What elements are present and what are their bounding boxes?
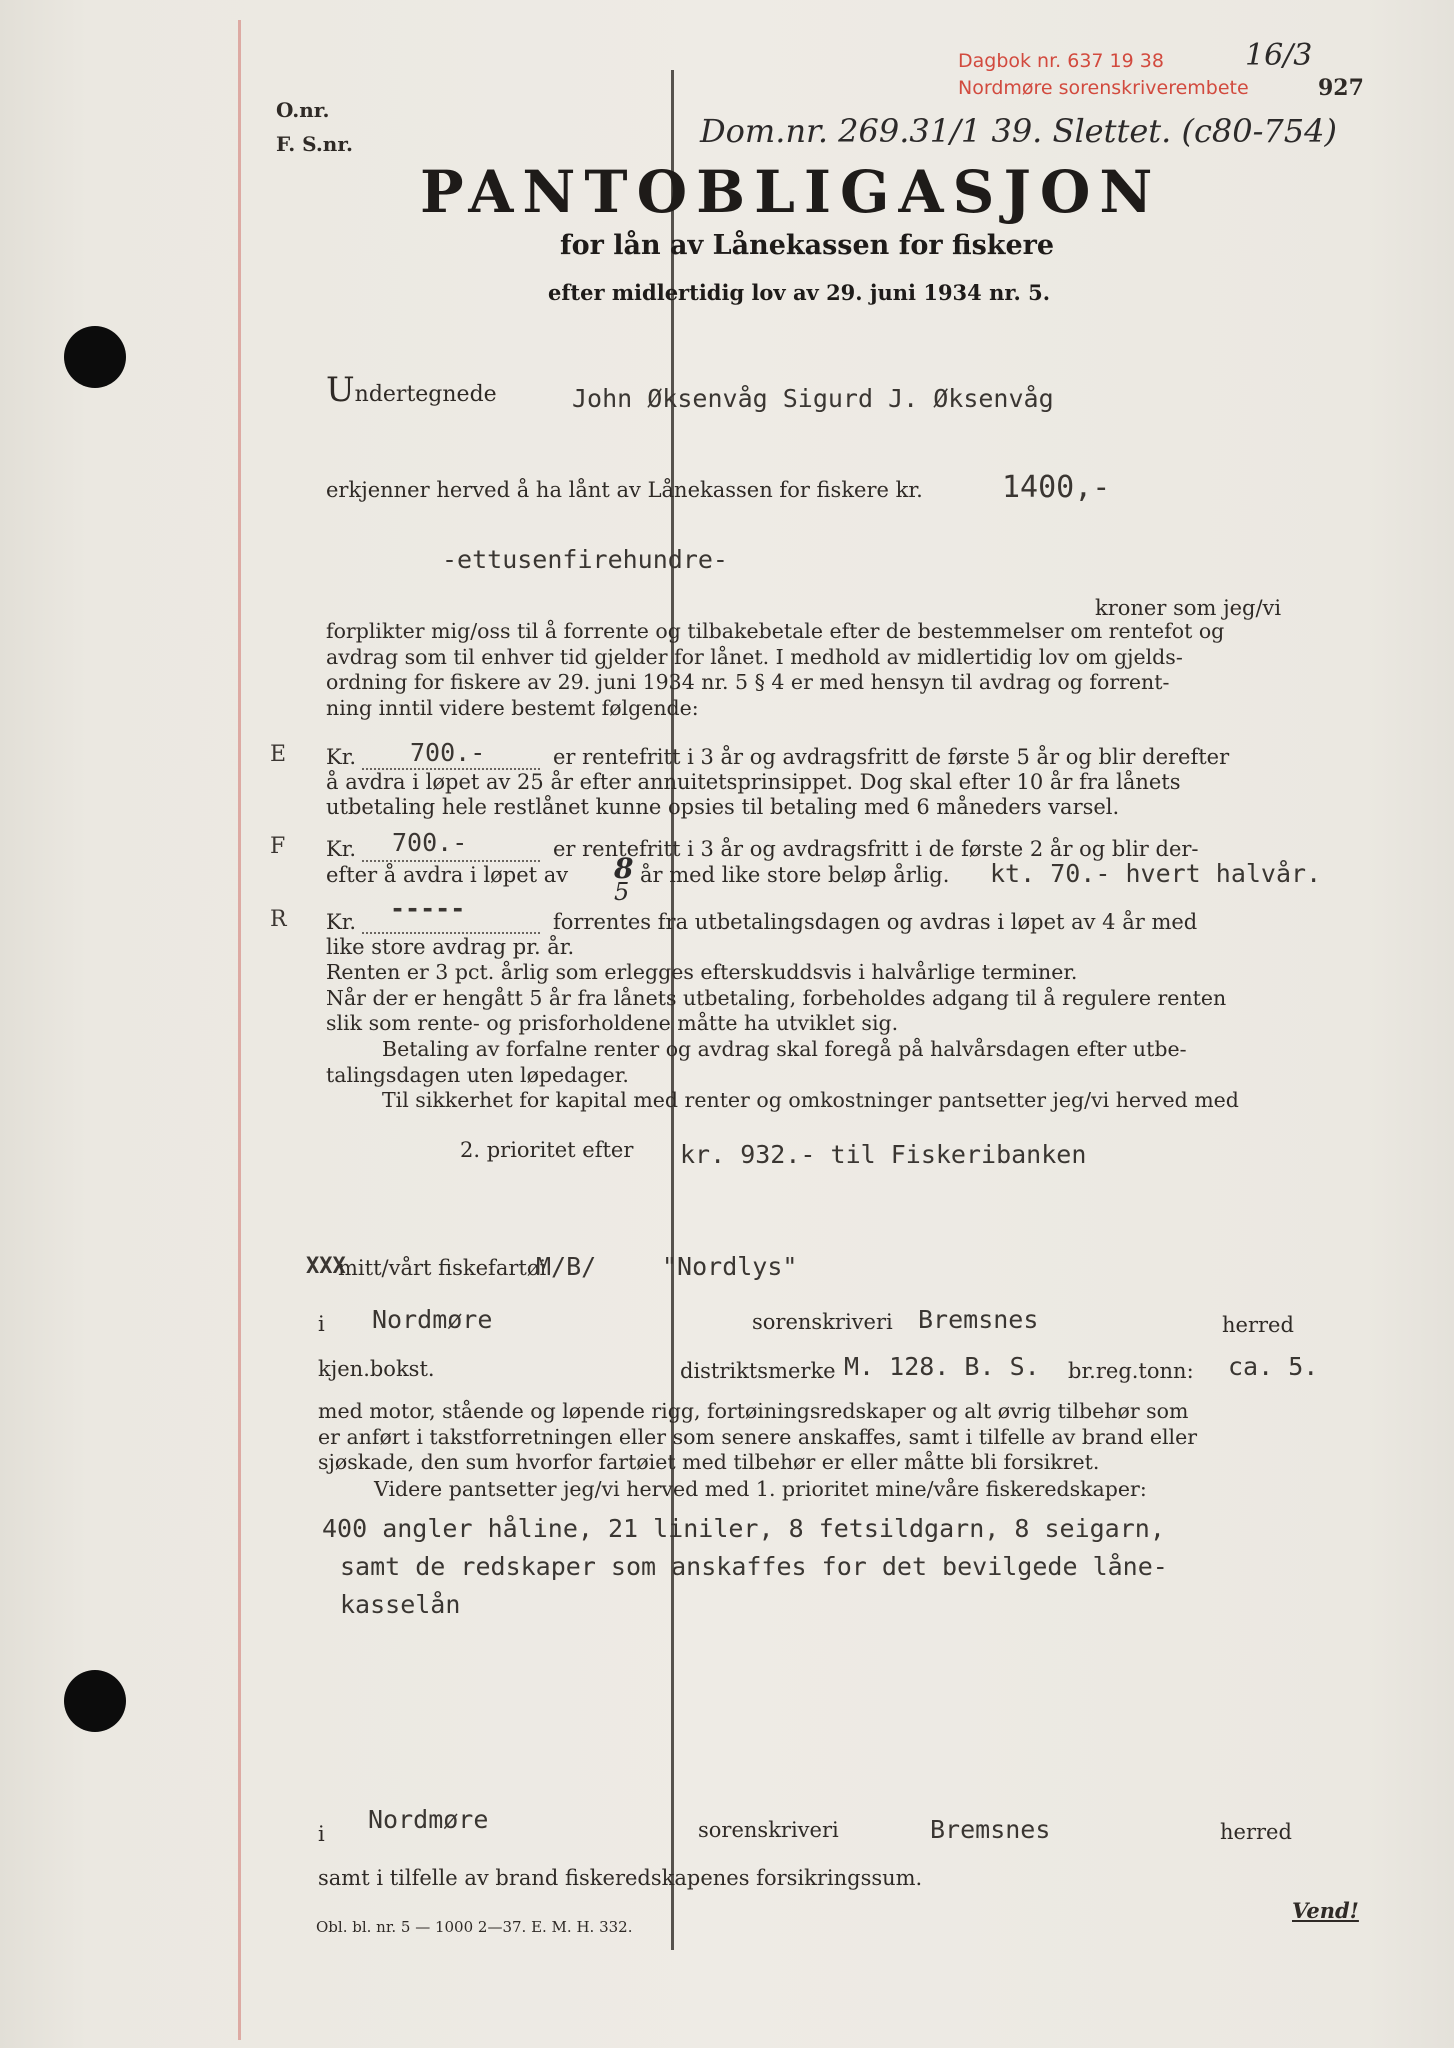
- undertegnede-label: [326, 370, 497, 410]
- clause-r-amount: -----: [390, 894, 466, 923]
- clause-e-kr: Kr.: [326, 745, 357, 769]
- dagbok-stamp: Dagbok nr. 637 19 38: [958, 50, 1164, 72]
- paragraph-line: avdrag som til enhver tid gjelder for lånet. I medhold av midlertidig lov om gjelds-: [326, 644, 1183, 669]
- interest-paragraph: [326, 960, 1226, 1037]
- vessel-herred-name: Bremsnes: [918, 1305, 1039, 1334]
- kjenningsbokstav-label: kjen.bokst.: [318, 1357, 435, 1381]
- vend-note: Vend!: [1292, 1898, 1359, 1923]
- paragraph-line: ning inntil videre bestemt følgende:: [326, 695, 699, 720]
- page-number: 927: [1318, 75, 1364, 101]
- bottom-fire-text: samt i tilfelle av brand fiskeredskapenes forsikringssum.: [318, 1866, 923, 1890]
- punch-hole-bottom: [64, 1670, 126, 1732]
- clause-e-amount-field: [362, 738, 540, 770]
- bottom-sorenskriveri: sorenskriveri: [698, 1818, 839, 1842]
- clause-e-letter: E: [270, 742, 287, 767]
- clause-r-letter: R: [270, 907, 287, 932]
- clause-e-line3: utbetaling hele restlånet kunne opsies til betaling med 6 måneders varsel.: [326, 795, 1120, 819]
- bottom-herred: herred: [1220, 1820, 1292, 1844]
- clause-f-letter: F: [270, 834, 286, 859]
- o-nr-label: O.nr.: [276, 98, 330, 122]
- clause-f-line1: er rentefritt i 3 år og avdragsfritt i de første 2 år og blir der-: [553, 837, 1199, 861]
- vessel-name: "Nordlys": [662, 1252, 798, 1281]
- paragraph-line: er anført i takstforretningen eller som senere anskaffes, samt i tilfelle av brand eller: [318, 1424, 1198, 1449]
- vessel-sorenskriveri: sorenskriveri: [752, 1310, 893, 1334]
- vessel-herred: herred: [1222, 1313, 1294, 1337]
- vessel-type: M/B/: [536, 1252, 597, 1281]
- priority-label: 2. prioritet efter: [460, 1138, 634, 1162]
- clause-f-line2b: år med like store beløp årlig.: [640, 863, 950, 887]
- document-subtitle: for lån av Lånekassen for fiskere: [560, 230, 1055, 261]
- clause-f-years-correction: 5: [614, 878, 630, 906]
- sorenskriverembete-stamp: Nordmøre sorenskriverembete: [958, 77, 1249, 99]
- gear-list: [322, 1510, 1168, 1624]
- payment-paragraph: [326, 1037, 1187, 1088]
- punch-hole-top: [64, 326, 126, 388]
- signatory-names: John Øksenvåg Sigurd J. Øksenvåg: [572, 384, 1054, 413]
- paragraph-line: forplikter mig/oss til å forrente og tilbakebetale efter de bestemmelser om rentefot og: [326, 619, 1225, 643]
- loan-amount: 1400,-: [1002, 470, 1111, 505]
- document-subtitle-law: efter midlertidig lov av 29. juni 1934 nr. 5.: [548, 280, 1051, 305]
- gear-line: kasselån: [340, 1590, 461, 1619]
- clause-r-kr: Kr.: [326, 910, 357, 934]
- clause-f-years: 8: [614, 852, 634, 885]
- priority-typed: kr. 932.- til Fiskeribanken: [680, 1140, 1087, 1169]
- paragraph-line: ordning for fiskere av 29. juni 1934 nr. 5 § 4 er med hensyn til avdrag og forrent-: [326, 670, 1170, 694]
- margin-line: [238, 20, 241, 2040]
- clause-e-amount: 700.-: [410, 738, 486, 767]
- clause-r-amount-field: [362, 894, 540, 934]
- distriktsmerke-value: M. 128. B. S.: [844, 1352, 1040, 1381]
- handwritten-reference: Dom.nr. 269.31/1 39. Slettet. (c80-754): [700, 112, 1337, 150]
- loan-statement: erkjenner herved å ha lånt av Lånekassen for fiskere kr.: [326, 478, 923, 502]
- clause-f-kr: Kr.: [326, 837, 357, 861]
- distriktsmerke-label: distriktsmerke: [680, 1359, 836, 1383]
- stamp-date-handwritten: 16/3: [1245, 38, 1313, 73]
- undertegnede-text: ndertegnede: [354, 382, 497, 407]
- clause-r-line2: like store avdrag pr. år.: [326, 935, 575, 959]
- obligation-paragraph: [326, 619, 1224, 721]
- paragraph-line: med motor, stående og løpende rigg, fortøiningsredskaper og alt øvrig tilbehør som: [318, 1399, 1189, 1423]
- clause-f-line2a: efter å avdra i løpet av: [326, 863, 569, 887]
- clause-e-line2: å avdra i løpet av 25 år efter annuitetsprinsippet. Dog skal efter 10 år fra lånets: [326, 770, 1181, 794]
- vessel-label: mitt/vårt fiskefartøi: [338, 1256, 547, 1280]
- clause-r-line1: forrentes fra utbetalingsdagen og avdras i løpet av 4 år med: [553, 910, 1198, 934]
- bottom-district: Nordmøre: [368, 1805, 489, 1834]
- kroner-text: kroner som jeg/vi: [1095, 596, 1282, 620]
- bottom-herred-name: Bremsnes: [930, 1815, 1051, 1844]
- security-paragraph: Til sikkerhet for kapital med renter og omkostninger pantsetter jeg/vi herved med: [382, 1088, 1239, 1112]
- bottom-i: i: [318, 1822, 325, 1846]
- clause-f-amount-field: [362, 828, 540, 862]
- paragraph-line: Renten er 3 pct. årlig som erlegges efterskuddsvis i halvårlige terminer.: [326, 960, 1078, 984]
- gear-paragraph: Videre pantsetter jeg/vi herved med 1. prioritet mine/våre fiskeredskaper:: [374, 1477, 1147, 1501]
- gear-line: 400 angler håline, 21 liniler, 8 fetsildgarn, 8 seigarn,: [322, 1514, 1165, 1543]
- clause-e-line1: er rentefritt i 3 år og avdragsfritt de første 5 år og blir derefter: [553, 745, 1230, 769]
- paragraph-line: slik som rente- og prisforholdene måtte ha utviklet sig.: [326, 1011, 899, 1035]
- vessel-paragraph: [318, 1399, 1197, 1476]
- document-title: PANTOBLIGASJON: [420, 158, 1162, 226]
- paragraph-line: sjøskade, den sum hvorfor fartøiet med tilbehør er eller måtte bli forsikret.: [318, 1450, 1100, 1474]
- vessel-district: Nordmøre: [372, 1305, 493, 1334]
- brreg-label: br.reg.tonn:: [1068, 1359, 1194, 1383]
- undertegnede-initial: U: [326, 370, 355, 410]
- paragraph-line: Når der er hengått 5 år fra lånets utbetaling, forbeholdes adgang til å regulere renten: [326, 985, 1227, 1010]
- paragraph-line: talingsdagen uten løpedager.: [326, 1062, 629, 1087]
- paragraph-line: Betaling av forfalne renter og avdrag skal foregå på halvårsdagen efter utbe-: [382, 1037, 1187, 1061]
- struck-text: XXX: [306, 1254, 346, 1279]
- loan-amount-words: -ettusenfirehundre-: [442, 545, 728, 574]
- brreg-value: ca. 5.: [1228, 1352, 1319, 1381]
- f-s-nr-label: F. S.nr.: [276, 132, 354, 156]
- gear-line: samt de redskaper som anskaffes for det bevilgede låne-: [340, 1552, 1168, 1581]
- clause-f-amount: 700.-: [392, 828, 468, 857]
- form-code: Obl. bl. nr. 5 — 1000 2—37. E. M. H. 332.: [316, 1918, 633, 1936]
- clause-f-typed-installment: kt. 70.- hvert halvår.: [990, 859, 1322, 888]
- vessel-i: i: [318, 1312, 325, 1336]
